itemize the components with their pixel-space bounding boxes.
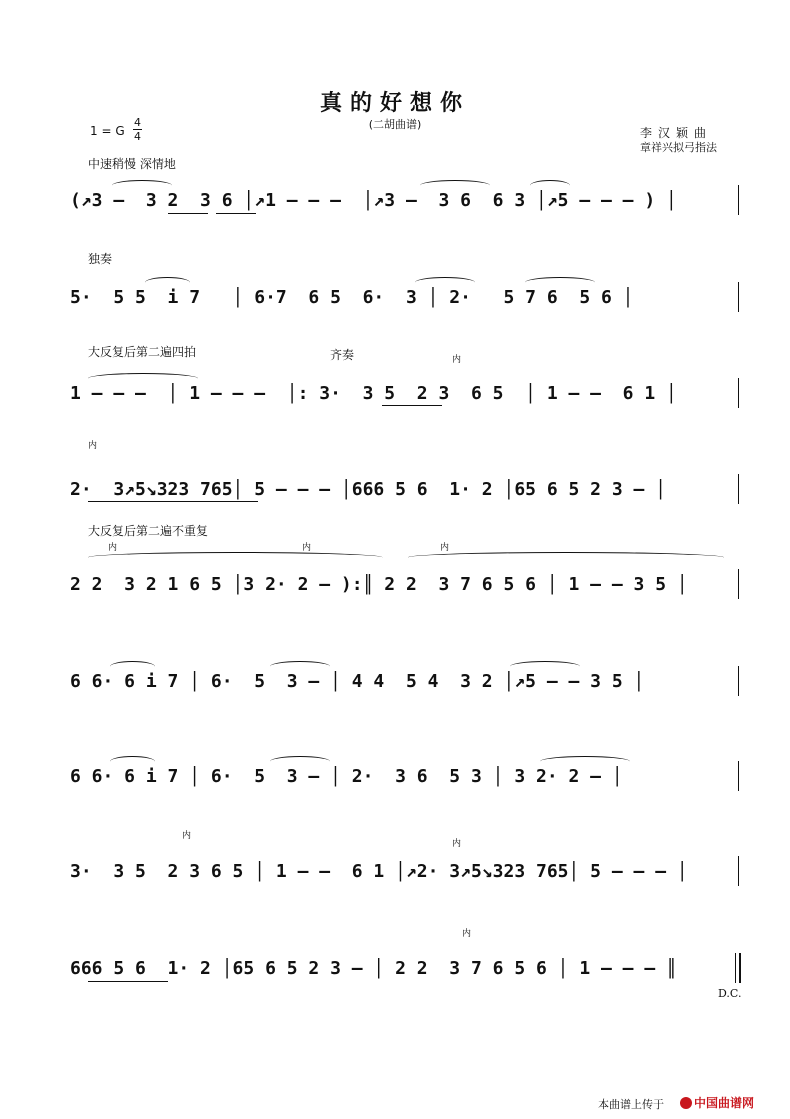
staff-line-6: 6 6· 6 i 7 │ 6· 5 3 – │ 4 4 5 4 3 2 │↗5 – – 3 5 │ — [70, 671, 645, 692]
slur — [420, 180, 490, 191]
score-title: 真的好想你 — [319, 90, 470, 116]
time-signature — [133, 116, 142, 143]
barline — [738, 856, 739, 886]
slur — [110, 661, 155, 672]
slur — [270, 661, 330, 672]
score-subtitle: (二胡曲谱) — [368, 118, 422, 131]
inner-string-mark: 内 — [440, 543, 450, 553]
inner-string-mark: 内 — [452, 839, 462, 849]
site-logo[interactable] — [680, 1094, 754, 1111]
da-capo-marking: D.C. — [718, 987, 742, 1000]
slur — [145, 277, 190, 288]
staff-line-2: 5· 5 5 i 7 │ 6·7 6 5 6· 3 │ 2· 5 7 6 5 6 │ — [70, 287, 634, 308]
solo-marking: 独奏 — [88, 252, 113, 266]
beam-line — [382, 405, 442, 406]
staff-line-4: 2· 3↗5↘323 765│ 5 – – – │666 5 6 1· 2 │65 6 5 2 3 – │ — [70, 479, 667, 500]
repeat-note-first: 大反复后第二遍四拍 — [88, 345, 197, 359]
slur — [415, 277, 475, 288]
barline — [738, 761, 739, 791]
inner-string-mark: 内 — [462, 929, 472, 939]
upload-note: 本曲谱上传于 — [598, 1098, 664, 1111]
meter-bottom: 4 — [134, 130, 141, 143]
staff-line-1: (↗3 – 3 2 3 6 │↗1 – – – │↗3 – 3 6 6 3 │↗5 – – – ) │ — [70, 190, 677, 211]
slur — [510, 661, 580, 672]
arranger: 章祥兴拟弓指法 — [640, 141, 717, 154]
composer: 李汉颖曲 — [640, 126, 713, 140]
final-barline — [735, 953, 741, 983]
beam-line — [168, 213, 208, 214]
inner-string-mark: 内 — [108, 543, 118, 553]
slur — [88, 552, 383, 563]
slur — [540, 756, 630, 767]
tempo-marking: 中速稍慢 深情地 — [88, 157, 176, 171]
barline — [738, 569, 739, 599]
slur — [530, 180, 570, 191]
slur — [110, 756, 155, 767]
staff-line-9: 666 5 6 1· 2 │65 6 5 2 3 – │ 2 2 3 7 6 5 6 │ 1 – – – ║ — [70, 958, 677, 979]
barline — [738, 282, 739, 312]
repeat-note-second: 大反复后第二遍不重复 — [88, 524, 209, 538]
barline — [738, 666, 739, 696]
inner-string-mark: 内 — [182, 831, 192, 841]
tutti-marking: 齐奏 — [330, 348, 355, 362]
beam-line — [216, 213, 256, 214]
staff-line-7: 6 6· 6 i 7 │ 6· 5 3 – │ 2· 3 6 5 3 │ 3 2· 2 – │ — [70, 766, 623, 787]
staff-line-3: 1 – – – │ 1 – – – │: 3· 3 5 2 3 6 5 │ 1 – – 6 1 │ — [70, 383, 677, 404]
slur — [270, 756, 330, 767]
slur — [88, 373, 198, 384]
barline — [738, 474, 739, 504]
staff-line-5: 2 2 3 2 1 6 5 │3 2· 2 – ):║ 2 2 3 7 6 5 6 │ 1 – – 3 5 │ — [70, 574, 688, 595]
site-name: 中国曲谱网 — [694, 1096, 755, 1110]
barline — [738, 378, 739, 408]
key-signature: 1 = G — [90, 124, 125, 138]
staff-line-8: 3· 3 5 2 3 6 5 │ 1 – – 6 1 │↗2· 3↗5↘323 765│ 5 – – – │ — [70, 861, 688, 882]
inner-string-mark: 内 — [452, 355, 462, 365]
inner-string-mark: 内 — [302, 543, 312, 553]
slur — [112, 180, 172, 191]
beam-line — [88, 501, 258, 502]
slur — [525, 277, 595, 288]
beam-line — [88, 981, 168, 982]
site-logo-icon — [680, 1097, 692, 1109]
slur — [408, 552, 724, 563]
barline — [738, 185, 739, 215]
meter-top: 4 — [134, 116, 141, 129]
inner-string-mark: 内 — [88, 441, 98, 451]
